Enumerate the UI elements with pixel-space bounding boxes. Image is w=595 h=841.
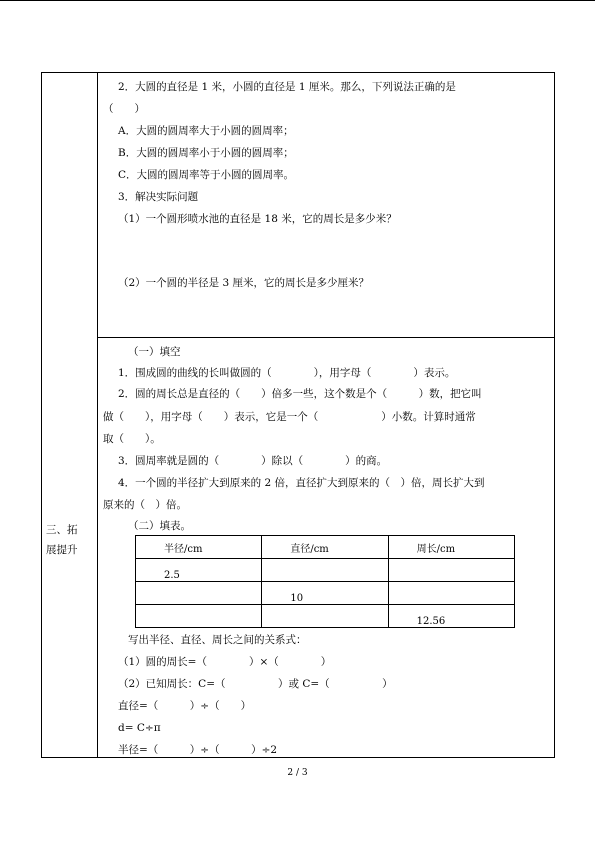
table-header-row	[136, 536, 515, 559]
fill-3: 3．圆周率就是圆的（ ）除以（ ）的商。	[118, 455, 388, 467]
table-row	[136, 582, 515, 605]
table-cell[interactable]	[262, 605, 388, 628]
fill-2-line1: 2．圆的周长总是直径的（ ）倍多一些，这个数是个（ ）数，把它叫	[118, 388, 482, 400]
row-divider	[97, 337, 555, 338]
relation-4: d= C÷π	[118, 722, 161, 734]
relation-2: （2）已知周长：C=（ ）或 C=（ ）	[118, 678, 393, 690]
table-cell[interactable]: 10	[262, 582, 388, 605]
question-2-line2: （ ）	[103, 103, 145, 115]
table-cell[interactable]: 12.56	[388, 605, 514, 628]
section-label-line2: 展提升	[46, 544, 78, 556]
relation-heading: 写出半径、直径、周长之间的关系式：	[128, 634, 307, 646]
option-c: C．大圆的圆周率等于小圆的圆周率。	[118, 169, 295, 181]
question-3: 3．解决实际问题	[118, 191, 199, 203]
table-cell[interactable]	[136, 582, 262, 605]
section-label	[46, 520, 94, 560]
question-2-line1: 2．大圆的直径是 1 米，小圆的直径是 1 厘米。那么，下列说法正确的是	[118, 81, 456, 93]
table-row	[136, 605, 515, 628]
table-row	[136, 559, 515, 582]
table-cell[interactable]	[262, 559, 388, 582]
header-circumference: 周长/cm	[388, 536, 514, 559]
table-cell[interactable]	[136, 605, 262, 628]
relation-5: 半径=（ ）÷（ ）÷2	[118, 744, 278, 756]
question-3-1: （1）一个圆形喷水池的直径是 18 米，它的周长是多少米？	[118, 213, 397, 225]
header-diameter: 直径/cm	[262, 536, 388, 559]
top-rule	[0, 0, 595, 1]
section-label-line1: 三、拓	[46, 524, 78, 536]
fill-4-line1: 4．一个圆的半径扩大到原来的 2 倍，直径扩大到原来的（ ）倍，周长扩大到	[118, 477, 485, 489]
table-heading: （二）填表。	[128, 520, 191, 532]
relation-1: （1）圆的周长=（ ）×（ ）	[118, 656, 332, 668]
option-b: B．大圆的圆周率小于小圆的圆周率；	[118, 147, 294, 159]
table-cell[interactable]	[388, 582, 514, 605]
option-a: A．大圆的圆周率大于小圆的圆周率；	[118, 125, 294, 137]
table-cell[interactable]	[388, 559, 514, 582]
fill-2-line3: 取（ ）。	[103, 433, 161, 445]
relation-3: 直径=（ ）÷（ ）	[118, 700, 252, 712]
fill-2-line2: 做（ ），用字母（ ）表示，它是一个（ ）小数。计算时通常	[103, 411, 476, 423]
table-cell[interactable]: 2.5	[136, 559, 262, 582]
page-number: 2 / 3	[287, 768, 308, 778]
column-divider	[97, 72, 98, 758]
fill-heading: （一）填空	[128, 346, 181, 358]
fill-4-line2: 原来的（ ）倍。	[103, 499, 187, 511]
question-3-2: （2）一个圆的半径是 3 厘米，它的周长是多少厘米？	[118, 277, 370, 289]
fill-table	[135, 535, 515, 628]
fill-1: 1．围成圆的曲线的长叫做圆的（ ），用字母（ ）表示。	[118, 367, 456, 379]
header-radius: 半径/cm	[136, 536, 262, 559]
